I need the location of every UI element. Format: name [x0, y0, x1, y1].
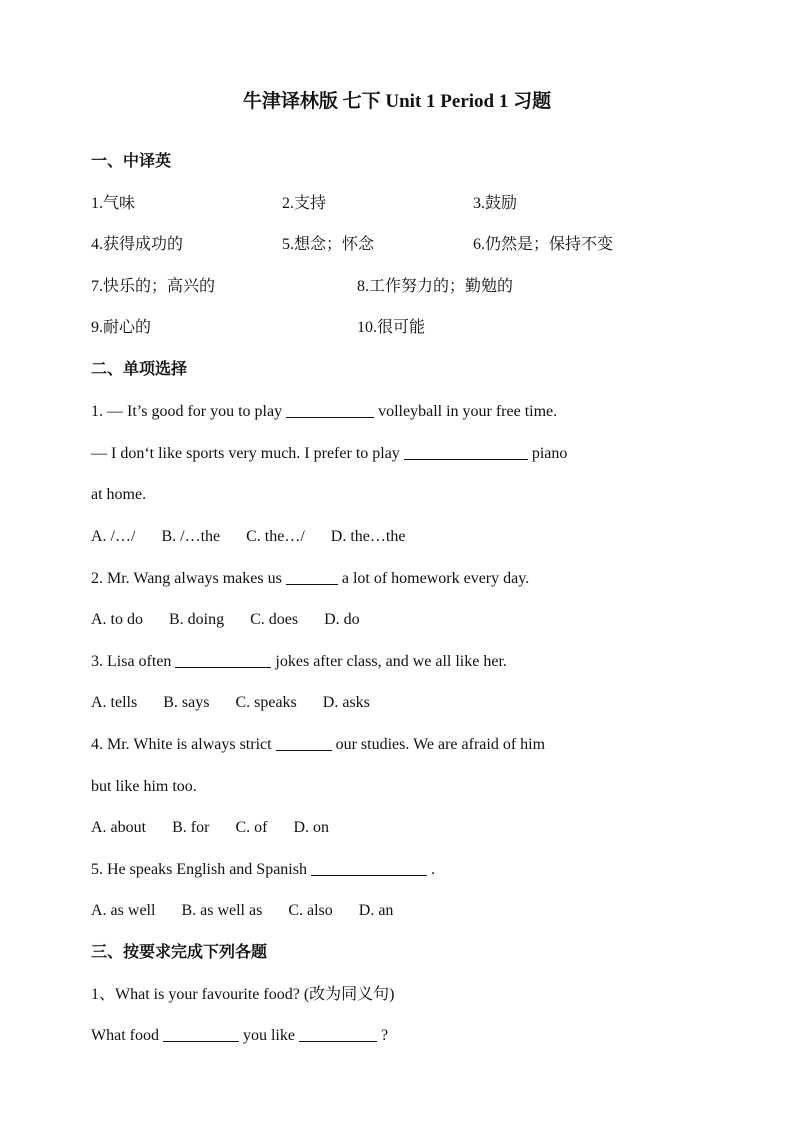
option-c[interactable]: C. of [235, 819, 268, 836]
option-b[interactable]: B. as well as [181, 902, 263, 919]
vocab-item: 1.气味 [91, 195, 136, 212]
option-a[interactable]: A. /…/ [91, 528, 136, 545]
section-heading-choice: 二、单项选择 [91, 361, 188, 378]
question-4-line-1: 4. Mr. White is always strict our studies. We are afraid of him [91, 736, 546, 753]
question-5-options [91, 900, 691, 922]
question-4-line-2: but like him too. [91, 778, 197, 795]
task-1-answer-line: What food you like ? [91, 1027, 389, 1044]
question-4-options [91, 817, 691, 839]
option-b[interactable]: B. for [172, 819, 210, 836]
vocab-item: 10.很可能 [357, 319, 426, 336]
option-d[interactable]: D. asks [322, 694, 370, 711]
option-b[interactable]: B. doing [169, 611, 225, 628]
option-b[interactable]: B. /…the [161, 528, 221, 545]
question-1-options [91, 526, 691, 548]
vocab-item: 8.工作努力的；勤勉的 [357, 278, 514, 295]
vocab-item: 3.鼓励 [473, 195, 518, 212]
answer-blank[interactable] [311, 859, 427, 876]
option-c[interactable]: C. does [250, 611, 299, 628]
section-heading-translate: 一、中译英 [91, 153, 172, 170]
option-c[interactable]: C. the…/ [246, 528, 305, 545]
task-1-prompt: 1、What is your favourite food? (改为同义句) [91, 986, 395, 1003]
vocab-item: 6.仍然是；保持不变 [473, 236, 614, 253]
answer-blank[interactable] [299, 1025, 377, 1042]
option-c[interactable]: C. speaks [235, 694, 297, 711]
page-title: 牛津译林版 七下 Unit 1 Period 1 习题 [242, 91, 552, 112]
question-2-options [91, 609, 691, 631]
option-d[interactable]: D. an [358, 902, 394, 919]
question-3-line-1: 3. Lisa often jokes after class, and we all like her. [91, 653, 507, 670]
question-3-options [91, 692, 691, 714]
option-d[interactable]: D. do [324, 611, 360, 628]
option-a[interactable]: A. tells [91, 694, 138, 711]
question-1-line-2: — I don‘t like sports very much. I prefer to play piano [91, 445, 568, 462]
question-1-line-1: 1. — It’s good for you to play volleyball in your free time. [91, 403, 558, 420]
question-1-line-3: at home. [91, 486, 147, 503]
vocab-item: 9.耐心的 [91, 319, 152, 336]
option-a[interactable]: A. as well [91, 902, 156, 919]
option-c[interactable]: C. also [288, 902, 333, 919]
vocab-item: 2.支持 [282, 195, 327, 212]
vocab-item: 4.获得成功的 [91, 236, 184, 253]
vocab-item: 7.快乐的；高兴的 [91, 278, 216, 295]
option-b[interactable]: B. says [163, 694, 210, 711]
answer-blank[interactable] [286, 568, 338, 585]
option-d[interactable]: D. on [293, 819, 329, 836]
option-a[interactable]: A. about [91, 819, 147, 836]
option-a[interactable]: A. to do [91, 611, 143, 628]
answer-blank[interactable] [276, 734, 332, 751]
answer-blank[interactable] [404, 443, 528, 460]
question-5-line-1: 5. He speaks English and Spanish . [91, 861, 435, 878]
section-heading-tasks: 三、按要求完成下列各题 [91, 944, 268, 961]
answer-blank[interactable] [175, 651, 271, 668]
question-2-line-1: 2. Mr. Wang always makes us a lot of homework every day. [91, 570, 530, 587]
answer-blank[interactable] [286, 401, 374, 418]
answer-blank[interactable] [163, 1025, 239, 1042]
option-d[interactable]: D. the…the [330, 528, 406, 545]
vocab-item: 5.想念；怀念 [282, 236, 375, 253]
